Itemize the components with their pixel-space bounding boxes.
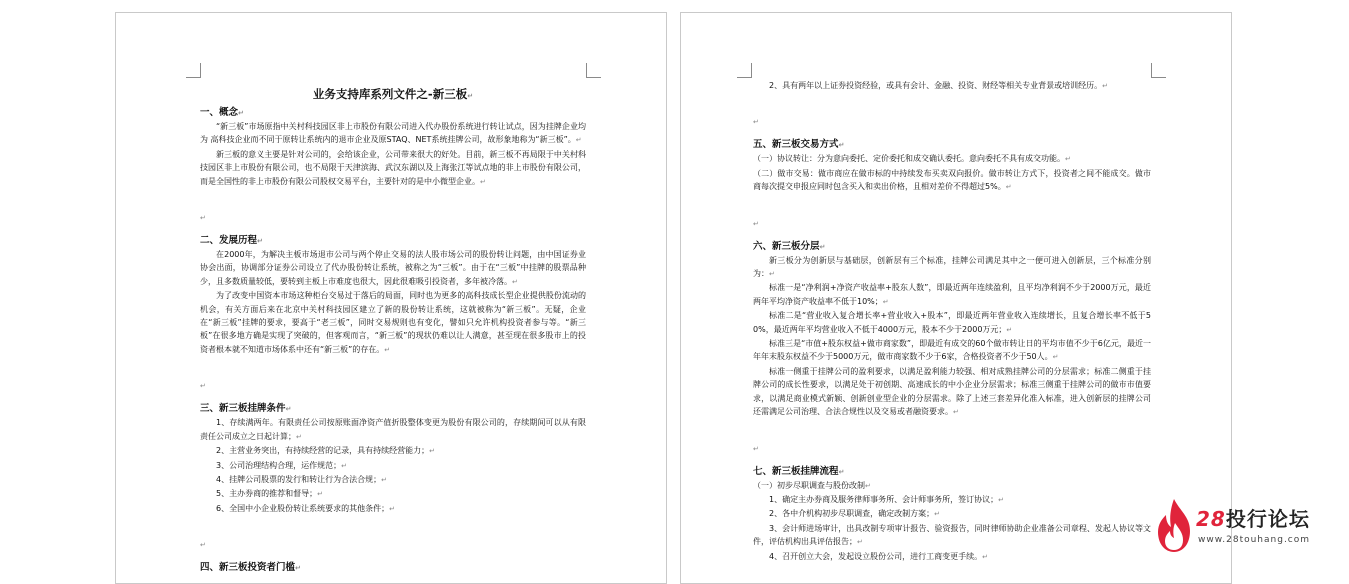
paragraph: 新三板的意义主要是针对公司的，会给该企业，公司带来很大的好处。目前，新三板不再局限于中关村科技园区非上市股份有限公司，也不局限于天津滨海、武汉东湖以及上海张江等试点地的非上市股份有限公司，而是全国性的非上市股份有限公司股权交易平台，主要针对的是中小微型企业。↵	[200, 149, 586, 186]
blank-line: ↵	[753, 219, 759, 228]
paragraph: 标准三是“市值+股东权益+做市商家数”，即最近有成交的60个做市转让日的平均市值不少于6亿元，最近一年年末股东权益不少于5000万元，做市商家数不少于6家，合格投资者不少于50人。↵	[753, 339, 1151, 362]
paragraph: 4、召开创立大会，发起设立股份公司，进行工商变更手续。↵	[769, 551, 988, 561]
paragraph: （一）初步尽职调查与股份改制↵	[753, 480, 871, 490]
watermark-brand	[1196, 503, 1310, 532]
paragraph: 标准一是“净利润+净资产收益率+股东人数”，即最近两年连续盈利，且平均净利润不少于2000万元，最近两年平均净资产收益率不低于10%；↵	[753, 283, 1151, 306]
paragraph: 5、主办券商的推荐和督导；↵	[216, 489, 323, 499]
paragraph: 标准一侧重于挂牌公司的盈利要求，以满足盈利能力较强、相对成熟挂牌公司的分层需求；标准二侧重于挂牌公司的成长性要求，以满足处于初创期、高速成长的中小企业分层需求；标准三侧重于挂牌公司的做市市值要求，以满足商业模式新颖、创新创业型企业的分层需求。除了上述三套差异化准入标准，进入创新层的挂牌公司还需满足公司治理、合法合规性以及交易或者融资要求。↵	[753, 366, 1151, 417]
paragraph: 3、会计师进场审计，出具改制专项审计报告、验资报告，同时律师协助企业准备公司章程、发起人协议等文件，评估机构出具评估报告；↵	[753, 523, 1151, 547]
blank-line: ↵	[753, 444, 759, 453]
paragraph: 2、各中介机构初步尽职调查，确定改制方案；↵	[769, 509, 940, 519]
paragraph: “新三板”市场原指中关村科技园区非上市股份有限公司进入代办股份系统进行转让试点，因为挂牌企业均为 高科技企业而不同于原转让系统内的退市企业及原STAQ、NET系统挂牌公司，故形象地称为“新三板”。↵	[200, 122, 586, 145]
blank-line: ↵	[753, 118, 759, 127]
paragraph: 1、存续满两年。有限责任公司按原账面净资产值折股整体变更为股份有限公司的，存续期间可以从有限责任公司成立之日起计算；↵	[200, 418, 586, 441]
watermark-logo	[1154, 497, 1329, 555]
section-heading: 七、新三板挂牌流程↵	[753, 465, 845, 477]
crop-mark-top-right	[586, 63, 601, 78]
section-heading: 三、新三板挂牌条件↵	[200, 403, 292, 415]
paragraph: （一）协议转让：分为意向委托、定价委托和成交确认委托。意向委托不具有成交功能。↵	[753, 154, 1071, 164]
blank-line: ↵	[200, 382, 206, 391]
watermark-name: 投行论坛	[1225, 507, 1310, 531]
page-1-blocks	[200, 106, 586, 575]
document-page-2	[680, 12, 1232, 584]
paragraph: 4、挂牌公司股票的发行和转让行为合法合规；↵	[216, 474, 387, 484]
paragraph: 1、确定主办券商及服务律师事务所、会计师事务所，签订协议；↵	[769, 494, 1004, 504]
document-page-1	[115, 12, 667, 584]
paragraph: 为了改变中国资本市场这种柜台交易过于落后的局面，同时也为更多的高科技成长型企业提供股份流动的机会，有关方面后来在北京中关村科技园区建立了新的股份转让系统，这就被称为“新三板”。无疑，企业在“新三板”挂牌的要求，要高于“老三板”，同时交易规则也有变化，譬如只允许机构投资者参与等。“新三板”在很多地方确是实现了突破的，但客观而言，“新三板”的现状仍难以让人满意，甚至现在很多股市上的投资者根本就不知道市场体系中还有“新三板”的存在。↵	[200, 291, 586, 354]
paragraph: （二）做市交易：做市商应在做市标的中持续发布买卖双向报价。做市转让方式下，投资者之间不能成交。做市商每次提交申报应同时包含买入和卖出价格，且相对差价不得超过5%。↵	[753, 168, 1151, 192]
page-1-content[interactable]	[200, 86, 586, 575]
page-2-blocks	[753, 79, 1151, 564]
crop-mark-top-right	[1151, 63, 1166, 78]
watermark-number: 28	[1196, 507, 1226, 531]
document-title: 业务支持库系列文件之-新三板↵	[312, 87, 474, 101]
crop-mark-top-left	[737, 63, 752, 78]
paragraph: 标准二是“营业收入复合增长率+营业收入+股本”，即最近两年营业收入连续增长，且复合增长率不低于50%，最近两年平均营业收入不低于4000万元，股本不少于2000万元；↵	[753, 311, 1151, 334]
flame-icon	[1154, 497, 1194, 555]
section-heading: 二、发展历程↵	[200, 235, 263, 247]
section-heading: 六、新三板分层↵	[753, 240, 826, 252]
paragraph: 6、全国中小企业股份转让系统要求的其他条件；↵	[216, 503, 395, 513]
crop-mark-top-left	[186, 63, 201, 78]
paragraph: 在2000年，为解决主板市场退市公司与两个停止交易的法人股市场公司的股份转让问题，由中国证券业协会出面，协调部分证券公司设立了代办股份转让系统，被称之为“三板”。由于在“三板”中挂牌的股票品种少，且多数质量较低，要转到主板上市难度也很大，因此很难吸引投资者，多年被冷落。↵	[200, 250, 586, 286]
paragraph: 2、具有两年以上证券投资经验，或具有会计、金融、投资、财经等相关专业背景或培训经历。↵	[769, 81, 1108, 90]
paragraph: 新三板分为创新层与基础层，创新层有三个标准，挂牌公司满足其中之一便可进入创新层，三个标准分别为：↵	[753, 255, 1151, 279]
blank-line: ↵	[200, 541, 206, 550]
section-heading: 五、新三板交易方式↵	[753, 139, 845, 151]
page-2-content[interactable]	[753, 79, 1151, 564]
paragraph: 3、公司治理结构合理，运作规范；↵	[216, 460, 347, 470]
paragraph: 2、主营业务突出，有持续经营的记录，具有持续经营能力；↵	[216, 446, 435, 456]
section-heading: 四、新三板投资者门槛↵	[200, 562, 301, 574]
blank-line: ↵	[200, 214, 206, 223]
section-heading: 一、概念↵	[200, 107, 244, 118]
watermark-url: www.28touhang.com	[1198, 535, 1311, 545]
